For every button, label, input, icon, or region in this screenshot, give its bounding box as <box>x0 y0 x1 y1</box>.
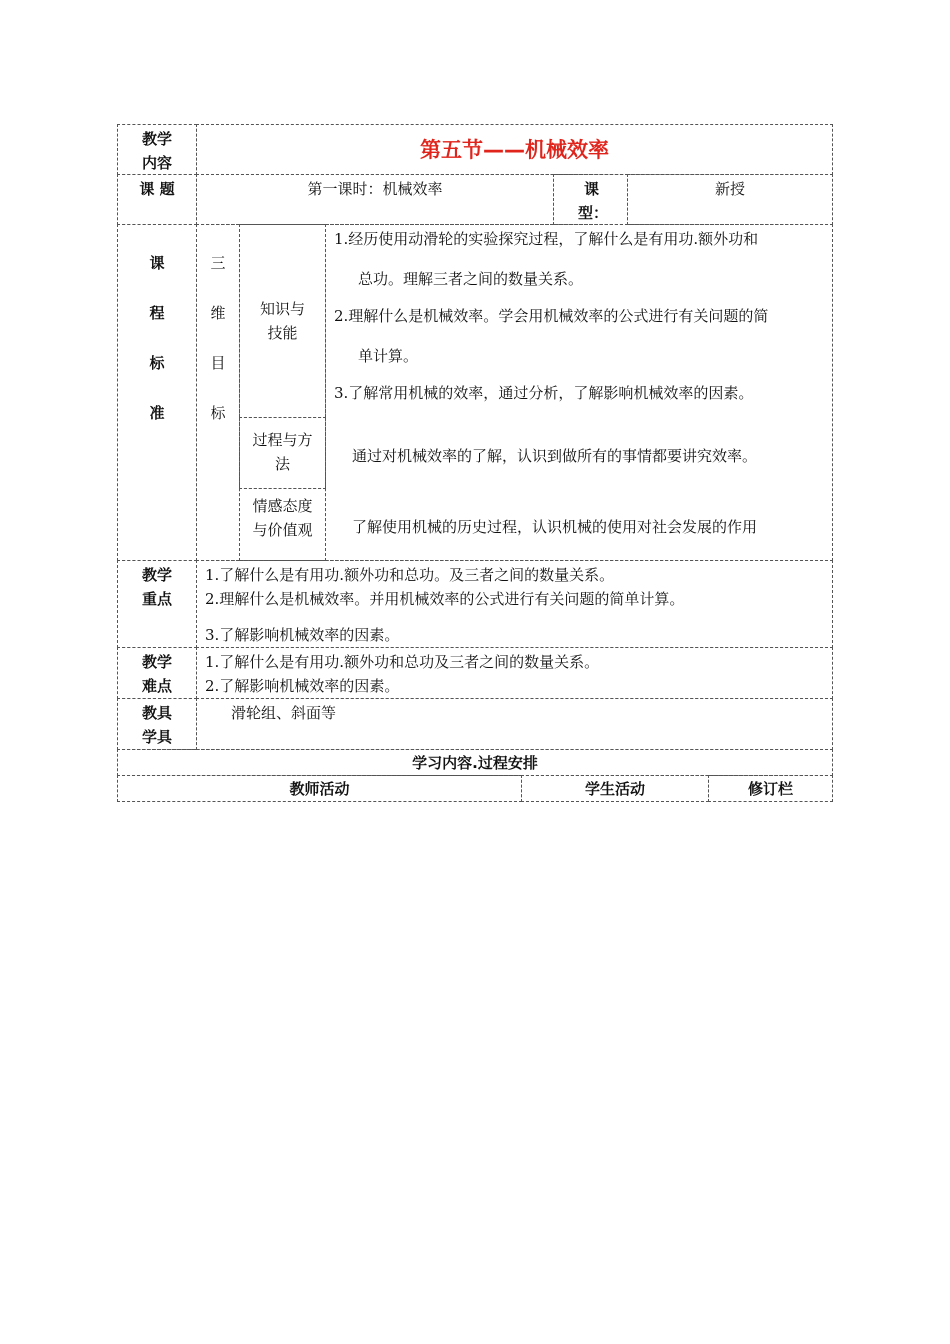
key-point-2: 2.理解什么是机械效率。并用机械效率的公式进行有关问题的简单计算。 <box>205 590 685 608</box>
knowledge-item-2-cont: 单计算。 <box>358 347 419 365</box>
type-value: 新授 <box>714 180 745 198</box>
content-label-line1: 教学 <box>141 130 172 148</box>
knowledge-label-cell <box>239 224 326 418</box>
key-points-label-cell <box>117 560 197 648</box>
knowledge-item-1: 1.经历使用动滑轮的实验探究过程，了解什么是有用功.额外功和 <box>334 230 759 248</box>
difficulty-1: 1.了解什么是有用功.额外功和总功及三者之间的数量关系。 <box>205 653 600 671</box>
type-label-line1: 课 <box>584 180 600 198</box>
type-value-cell <box>627 174 833 225</box>
tools-label-line1: 教具 <box>141 704 172 722</box>
standards-label-4: 准 <box>149 404 165 422</box>
type-label-line2: 型： <box>578 204 609 222</box>
dimension-label-3: 目 <box>210 354 226 372</box>
process-label-cell <box>239 417 326 489</box>
process-text: 通过对机械效率的了解，认识到做所有的事情都要讲究效率。 <box>352 447 758 465</box>
topic-label-cell <box>117 174 197 225</box>
tools-label-line2: 学具 <box>141 728 172 746</box>
knowledge-item-2: 2.理解什么是机械效率。学会用机械效率的公式进行有关问题的简 <box>334 307 769 325</box>
key-point-3: 3.了解影响机械效率的因素。 <box>205 626 400 644</box>
knowledge-item-3: 3.了解常用机械的效率，通过分析，了解影响机械效率的因素。 <box>334 384 754 402</box>
arrangement-heading-cell <box>117 749 833 776</box>
dimension-label-2: 维 <box>210 304 226 322</box>
key-points-label-line2: 重点 <box>141 590 172 608</box>
arrangement-heading: 学习内容.过程安排 <box>412 754 538 772</box>
tools-value: 滑轮组、斜面等 <box>231 704 337 722</box>
knowledge-item-1-cont: 总功。理解三者之间的数量关系。 <box>358 270 584 288</box>
process-label-line1: 过程与方 <box>252 431 313 449</box>
standards-label-3: 标 <box>149 354 165 372</box>
standards-label-cell <box>117 224 197 561</box>
content-label-cell <box>117 124 197 175</box>
standards-content-cell <box>325 224 833 561</box>
student-activity-label: 学生活动 <box>584 780 645 798</box>
emotion-label-line2: 与价值观 <box>252 521 313 539</box>
lesson-cell <box>196 174 554 225</box>
student-activity-header <box>521 775 709 802</box>
difficulties-content-cell <box>196 647 833 699</box>
revision-label: 修订栏 <box>747 780 793 798</box>
revision-header <box>708 775 833 802</box>
topic-label: 课 题 <box>139 180 175 198</box>
type-label-cell <box>553 174 628 225</box>
difficulty-2: 2.了解影响机械效率的因素。 <box>205 677 400 695</box>
standards-label-2: 程 <box>149 304 165 322</box>
content-label-line2: 内容 <box>141 154 172 172</box>
difficulties-label-cell <box>117 647 197 699</box>
knowledge-label-line1: 知识与 <box>259 300 305 318</box>
difficulties-label-line1: 教学 <box>141 653 172 671</box>
tools-label-cell <box>117 698 197 750</box>
emotion-text: 了解使用机械的历史过程，认识机械的使用对社会发展的作用 <box>352 518 758 536</box>
teacher-activity-header <box>117 775 522 802</box>
dimension-label-cell <box>196 224 240 561</box>
knowledge-label-line2: 技能 <box>267 324 298 342</box>
tools-content-cell <box>196 698 833 750</box>
teacher-activity-label: 教师活动 <box>289 780 350 798</box>
key-points-content-cell <box>196 560 833 648</box>
dimension-label-4: 标 <box>210 404 226 422</box>
dimension-label-1: 三 <box>210 254 226 272</box>
page-title: 第五节——机械效率 <box>420 138 609 162</box>
key-point-1: 1.了解什么是有用功.额外功和总功。及三者之间的数量关系。 <box>205 566 615 584</box>
emotion-label-line1: 情感态度 <box>252 497 313 515</box>
difficulties-label-line2: 难点 <box>141 677 172 695</box>
key-points-label-line1: 教学 <box>141 566 172 584</box>
standards-label-1: 课 <box>149 254 165 272</box>
lesson-name: 第一课时：机械效率 <box>307 180 443 198</box>
emotion-label-cell <box>239 488 326 561</box>
title-cell <box>196 124 833 175</box>
process-label-line2: 法 <box>274 455 290 473</box>
